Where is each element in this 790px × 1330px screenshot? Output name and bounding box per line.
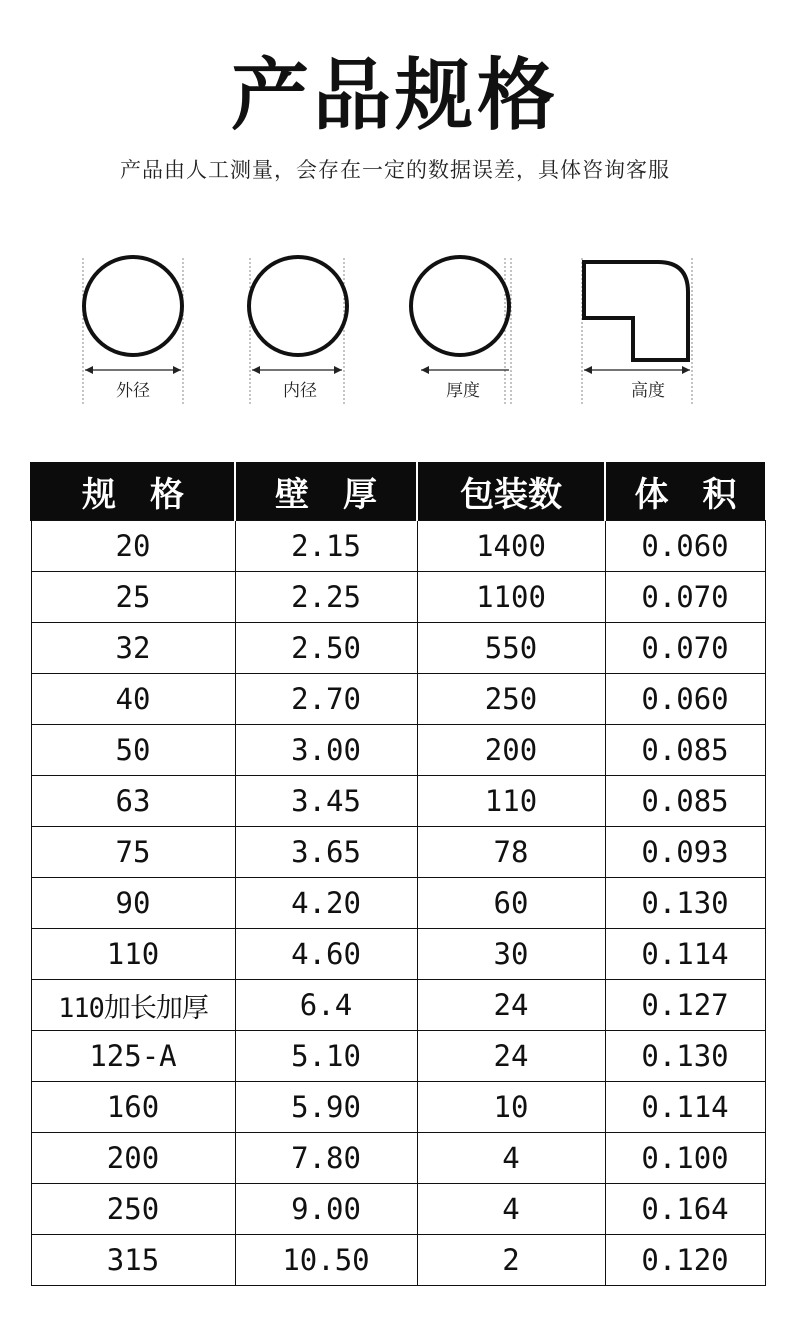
cell-package-count: 4	[417, 1133, 605, 1184]
table-row	[31, 929, 765, 980]
diagram-label: 厚度	[446, 381, 480, 401]
cell-volume: 0.070	[605, 623, 765, 674]
header-spec: 规 格	[31, 462, 235, 521]
header-wall-thickness: 壁 厚	[235, 462, 417, 521]
cell-spec: 40	[31, 674, 235, 725]
diagram-inner-diameter	[230, 240, 370, 410]
cell-volume: 0.130	[605, 1031, 765, 1082]
cell-volume: 0.114	[605, 929, 765, 980]
dimension-diagrams	[0, 240, 790, 420]
cell-wall-thickness: 5.10	[235, 1031, 417, 1082]
cell-package-count: 78	[417, 827, 605, 878]
cell-wall-thickness: 7.80	[235, 1133, 417, 1184]
cell-volume: 0.085	[605, 725, 765, 776]
cell-package-count: 200	[417, 725, 605, 776]
table-row	[31, 623, 765, 674]
cell-spec: 63	[31, 776, 235, 827]
cell-volume: 0.130	[605, 878, 765, 929]
table-row	[31, 980, 765, 1031]
cell-volume: 0.060	[605, 521, 765, 572]
cell-volume: 0.100	[605, 1133, 765, 1184]
table-row	[31, 725, 765, 776]
table-header-row	[31, 462, 765, 521]
spec-table	[30, 462, 766, 1286]
cell-wall-thickness: 3.45	[235, 776, 417, 827]
cell-spec: 315	[31, 1235, 235, 1286]
cell-volume: 0.127	[605, 980, 765, 1031]
cell-package-count: 2	[417, 1235, 605, 1286]
table-row	[31, 1184, 765, 1235]
cell-wall-thickness: 4.60	[235, 929, 417, 980]
table-row	[31, 521, 765, 572]
cell-wall-thickness: 3.65	[235, 827, 417, 878]
diagram-label: 内径	[283, 381, 317, 401]
header-package-count: 包装数	[417, 462, 605, 521]
cell-wall-thickness: 2.70	[235, 674, 417, 725]
cell-wall-thickness: 10.50	[235, 1235, 417, 1286]
table-row	[31, 878, 765, 929]
cell-spec: 75	[31, 827, 235, 878]
table-row	[31, 827, 765, 878]
cell-volume: 0.093	[605, 827, 765, 878]
cell-wall-thickness: 9.00	[235, 1184, 417, 1235]
cell-wall-thickness: 5.90	[235, 1082, 417, 1133]
page-title: 产品规格	[230, 51, 559, 141]
cell-wall-thickness: 2.50	[235, 623, 417, 674]
cell-spec: 110	[31, 929, 235, 980]
cell-spec: 200	[31, 1133, 235, 1184]
cell-package-count: 1100	[417, 572, 605, 623]
cell-package-count: 550	[417, 623, 605, 674]
cell-package-count: 24	[417, 980, 605, 1031]
cell-spec: 125-A	[31, 1031, 235, 1082]
cell-package-count: 30	[417, 929, 605, 980]
diagram-outer-diameter	[63, 240, 203, 410]
diagram-height	[578, 240, 718, 410]
cell-volume: 0.120	[605, 1235, 765, 1286]
cell-package-count: 1400	[417, 521, 605, 572]
cell-spec: 25	[31, 572, 235, 623]
diagram-label: 外径	[116, 381, 150, 401]
cell-wall-thickness: 6.4	[235, 980, 417, 1031]
table-row	[31, 1235, 765, 1286]
table-row	[31, 1133, 765, 1184]
cell-wall-thickness: 2.25	[235, 572, 417, 623]
table-row	[31, 572, 765, 623]
cell-volume: 0.060	[605, 674, 765, 725]
diagram-label: 高度	[631, 381, 665, 401]
cell-package-count: 24	[417, 1031, 605, 1082]
cell-spec: 250	[31, 1184, 235, 1235]
cell-package-count: 10	[417, 1082, 605, 1133]
table-row	[31, 1031, 765, 1082]
cell-spec: 20	[31, 521, 235, 572]
cell-package-count: 110	[417, 776, 605, 827]
table-row	[31, 776, 765, 827]
cell-wall-thickness: 4.20	[235, 878, 417, 929]
cell-volume: 0.114	[605, 1082, 765, 1133]
cell-spec: 32	[31, 623, 235, 674]
cell-package-count: 60	[417, 878, 605, 929]
cell-volume: 0.085	[605, 776, 765, 827]
cell-volume: 0.070	[605, 572, 765, 623]
cell-package-count: 250	[417, 674, 605, 725]
page-subtitle: 产品由人工测量，会存在一定的数据误差，具体咨询客服	[120, 158, 670, 182]
table-row	[31, 1082, 765, 1133]
cell-volume: 0.164	[605, 1184, 765, 1235]
cell-wall-thickness: 2.15	[235, 521, 417, 572]
table-row	[31, 674, 765, 725]
cell-spec: 90	[31, 878, 235, 929]
header-volume: 体 积	[605, 462, 765, 521]
cell-package-count: 4	[417, 1184, 605, 1235]
cell-spec: 50	[31, 725, 235, 776]
cell-wall-thickness: 3.00	[235, 725, 417, 776]
cell-spec: 110加长加厚	[31, 980, 235, 1031]
diagram-thickness	[393, 240, 533, 410]
cell-spec: 160	[31, 1082, 235, 1133]
